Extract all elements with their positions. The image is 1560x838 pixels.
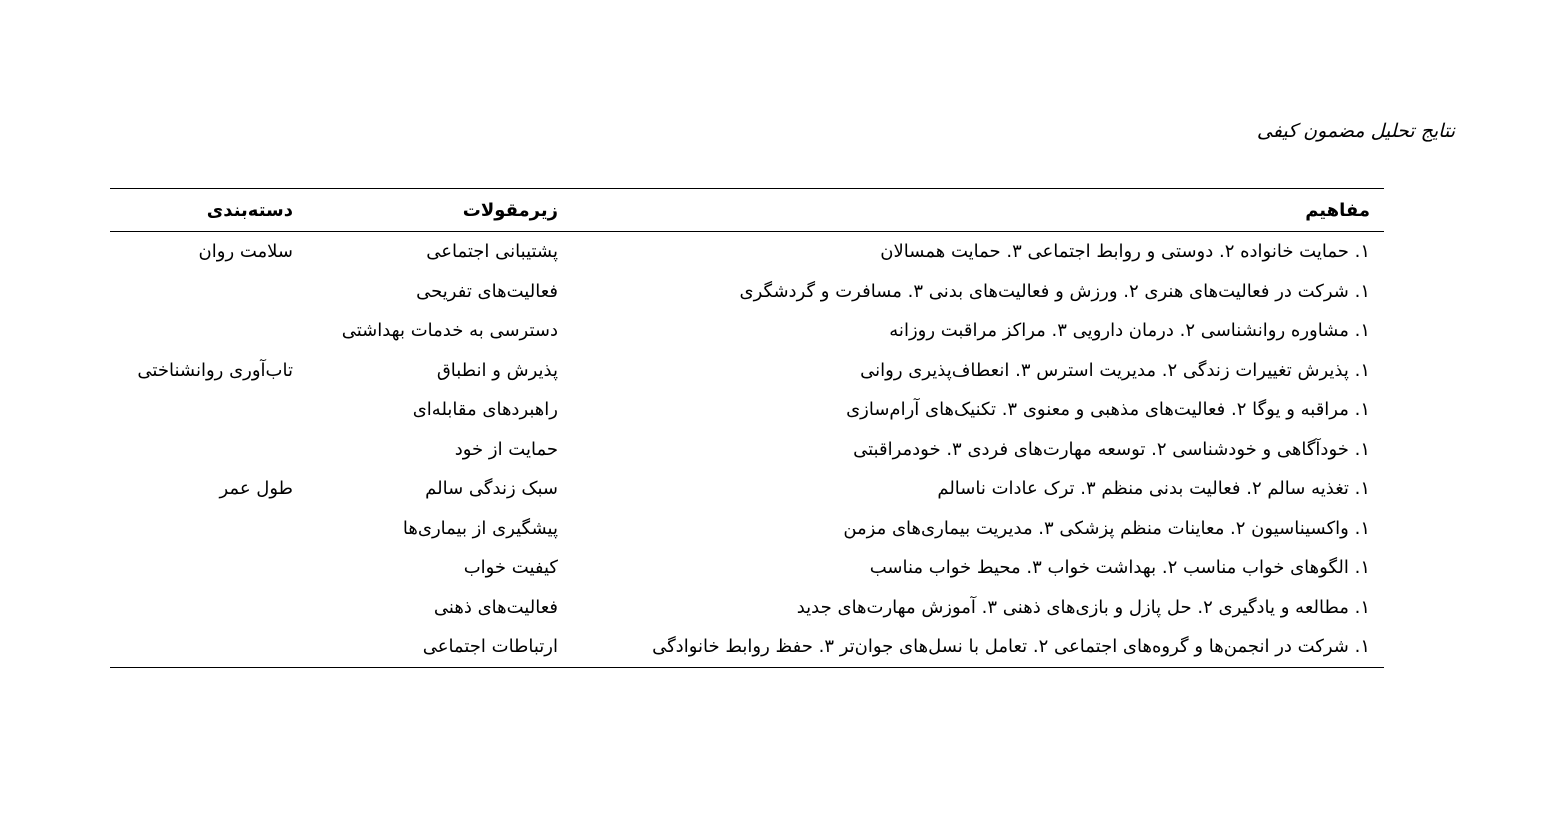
- table-row: [110, 272, 1384, 312]
- table-row: [110, 351, 1384, 391]
- subcategory-cell: راهبردهای مقابله‌ای: [412, 399, 558, 421]
- category-cell: تاب‌آوری روانشناختی: [137, 359, 293, 381]
- concepts-cell: ۱. شرکت در انجمن‌ها و گروه‌های اجتماعی ۲. تعامل با نسل‌های جوان‌تر ۳. حفظ روابط خانوادگی: [652, 636, 1370, 658]
- concepts-cell: ۱. خودآگاهی و خودشناسی ۲. توسعه مهارت‌های فردی ۳. خودمراقبتی: [853, 438, 1370, 460]
- concepts-cell: ۱. الگوهای خواب مناسب ۲. بهداشت خواب ۳. محیط خواب مناسب: [869, 557, 1370, 579]
- subcategory-cell: پیشگیری از بیماری‌ها: [402, 517, 558, 539]
- table-row: [110, 390, 1384, 430]
- category-cell: طول عمر: [219, 478, 293, 500]
- table-row: [110, 232, 1384, 272]
- concepts-cell: ۱. واکسیناسیون ۲. معاینات منظم پزشکی ۳. مدیریت بیماری‌های مزمن: [843, 517, 1370, 539]
- category-cell: [110, 588, 307, 628]
- table-row: [110, 548, 1384, 588]
- subcategory-cell: فعالیت‌های تفریحی: [416, 280, 558, 302]
- concepts-cell: ۱. پذیرش تغییرات زندگی ۲. مدیریت استرس ۳. انعطاف‌پذیری روانی: [860, 359, 1370, 381]
- category-cell: [110, 390, 307, 430]
- table-row: [110, 311, 1384, 351]
- category-cell: [110, 430, 307, 470]
- concepts-cell: ۱. مطالعه و یادگیری ۲. حل پازل و بازی‌های ذهنی ۳. آموزش مهارت‌های جدید: [796, 596, 1370, 618]
- subcategory-cell: کیفیت خواب: [463, 557, 558, 579]
- concepts-cell: ۱. مراقبه و یوگا ۲. فعالیت‌های مذهبی و معنوی ۳. تکنیک‌های آرام‌سازی: [846, 399, 1370, 421]
- subcategory-cell: پذیرش و انطباق: [436, 359, 558, 381]
- table-row: [110, 469, 1384, 509]
- category-cell: [110, 548, 307, 588]
- concepts-cell: ۱. مشاوره روانشناسی ۲. درمان دارویی ۳. مراکز مراقبت روزانه: [889, 320, 1370, 342]
- table-row: [110, 509, 1384, 549]
- subcategory-cell: پشتیبانی اجتماعی: [426, 241, 558, 263]
- concepts-cell: ۱. حمایت خانواده ۲. دوستی و روابط اجتماعی ۳. حمایت همسالان: [880, 241, 1370, 263]
- category-cell: [110, 627, 307, 667]
- header-category: دسته‌بندی: [206, 199, 293, 221]
- subcategory-cell: دسترسی به خدمات بهداشتی: [341, 320, 558, 342]
- header-subcategories: زیرمقولات: [462, 199, 558, 221]
- table-header-row: [110, 189, 1384, 232]
- header-concepts: مفاهیم: [1305, 199, 1370, 221]
- table-row: [110, 627, 1384, 667]
- category-cell: سلامت روان: [198, 241, 293, 263]
- category-cell: [110, 272, 307, 312]
- results-table: [110, 188, 1384, 668]
- subcategory-cell: سبک زندگی سالم: [425, 478, 558, 500]
- table-row: [110, 588, 1384, 628]
- table-caption: نتایج تحلیل مضمون کیفی: [1256, 120, 1455, 142]
- subcategory-cell: ارتباطات اجتماعی: [422, 636, 558, 658]
- subcategory-cell: حمایت از خود: [454, 438, 558, 460]
- category-cell: [110, 311, 307, 351]
- concepts-cell: ۱. تغذیه سالم ۲. فعالیت بدنی منظم ۳. ترک عادات ناسالم: [937, 478, 1370, 500]
- subcategory-cell: فعالیت‌های ذهنی: [433, 596, 558, 618]
- table-row: [110, 430, 1384, 470]
- category-cell: [110, 509, 307, 549]
- concepts-cell: ۱. شرکت در فعالیت‌های هنری ۲. ورزش و فعالیت‌های بدنی ۳. مسافرت و گردشگری: [739, 280, 1370, 302]
